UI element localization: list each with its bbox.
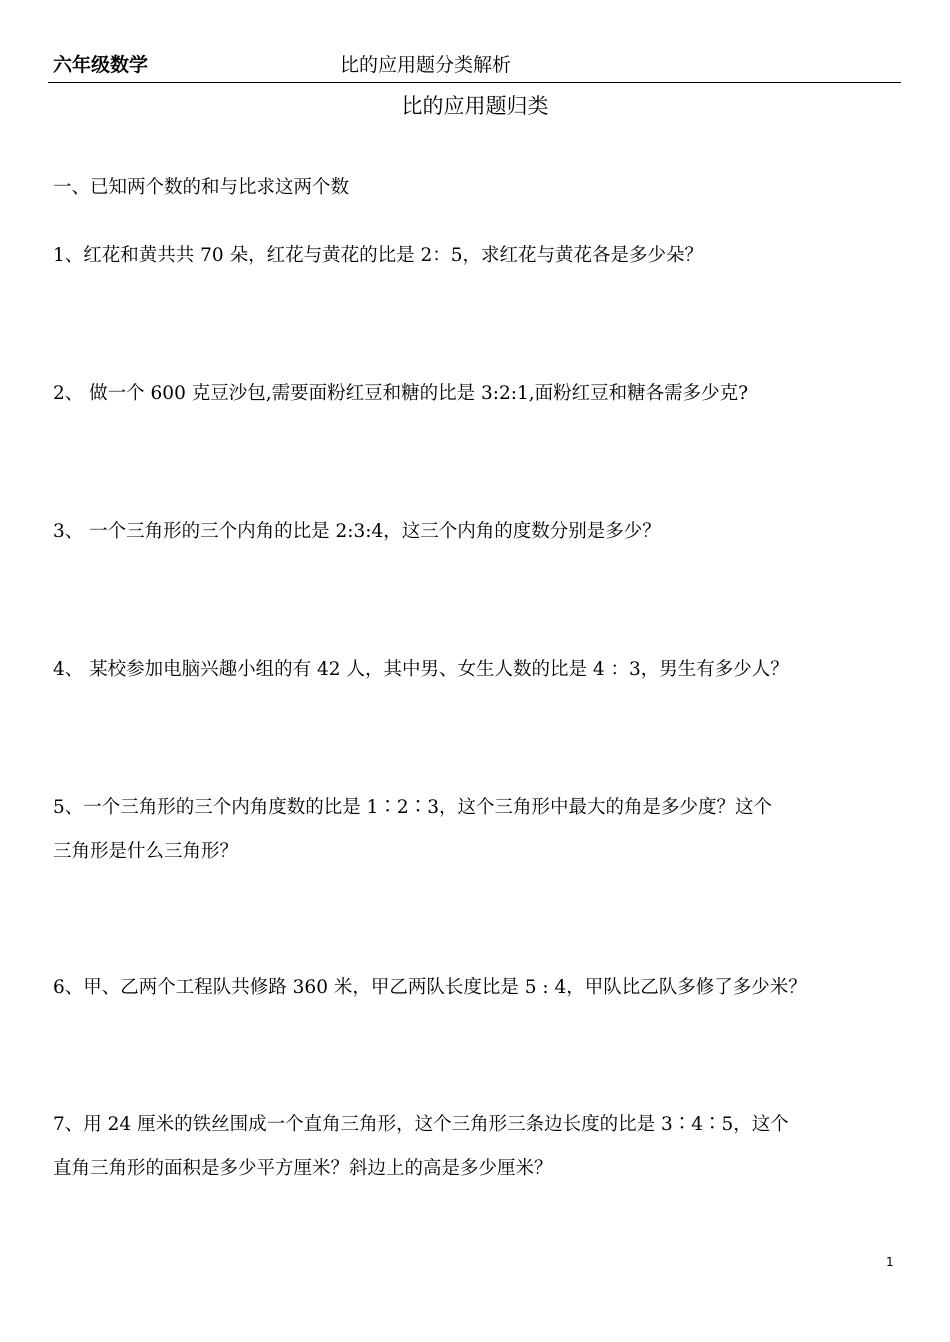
section-heading: 一、已知两个数的和与比求这两个数 — [53, 177, 350, 198]
question-7 — [53, 1103, 903, 1191]
question-4-line-1: 4、 某校参加电脑兴趣小组的有 42 人，其中男、女生人数的比是 4 ：3，男生有多少人？ — [53, 659, 789, 680]
page-title: 比的应用题归类 — [401, 94, 549, 118]
question-7-line-1: 7、用 24 厘米的铁丝围成一个直角三角形，这个三角形三条边长度的比是 3∶4∶5，这个 — [53, 1114, 789, 1135]
question-3-line-1: 3、 一个三角形的三个内角的比是 2:3:4，这三个内角的度数分别是多少？ — [53, 521, 661, 542]
question-3 — [53, 510, 903, 554]
question-2 — [53, 372, 903, 416]
question-1 — [53, 234, 903, 278]
header-subject: 六年级数学 — [53, 54, 149, 76]
header-divider — [48, 82, 901, 83]
question-1-line-1: 1、红花和黄共共 70 朵，红花与黄花的比是 2：5，求红花与黄花各是多少朵？ — [53, 245, 703, 266]
question-5-line-2: 三角形是什么三角形？ — [53, 841, 239, 862]
question-5-line-1: 5、一个三角形的三个内角度数的比是 1∶2∶3，这个三角形中最大的角是多少度？这个 — [53, 797, 772, 818]
header-doc-title: 比的应用题分类解析 — [340, 54, 512, 76]
question-4 — [53, 648, 903, 692]
question-6 — [53, 966, 903, 1010]
page-number: 1 — [886, 1255, 894, 1269]
question-6-line-1: 6、甲、乙两个工程队共修路 360 米，甲乙两队长度比是 5 : 4，甲队比乙队多修了多少米？ — [53, 977, 807, 998]
question-7-line-2: 直角三角形的面积是多少平方厘米？斜边上的高是多少厘米？ — [53, 1158, 553, 1179]
question-5 — [53, 786, 903, 874]
question-2-line-1: 2、 做一个 600 克豆沙包,需要面粉红豆和糖的比是 3:2:1,面粉红豆和糖各需多少克? — [53, 383, 749, 404]
